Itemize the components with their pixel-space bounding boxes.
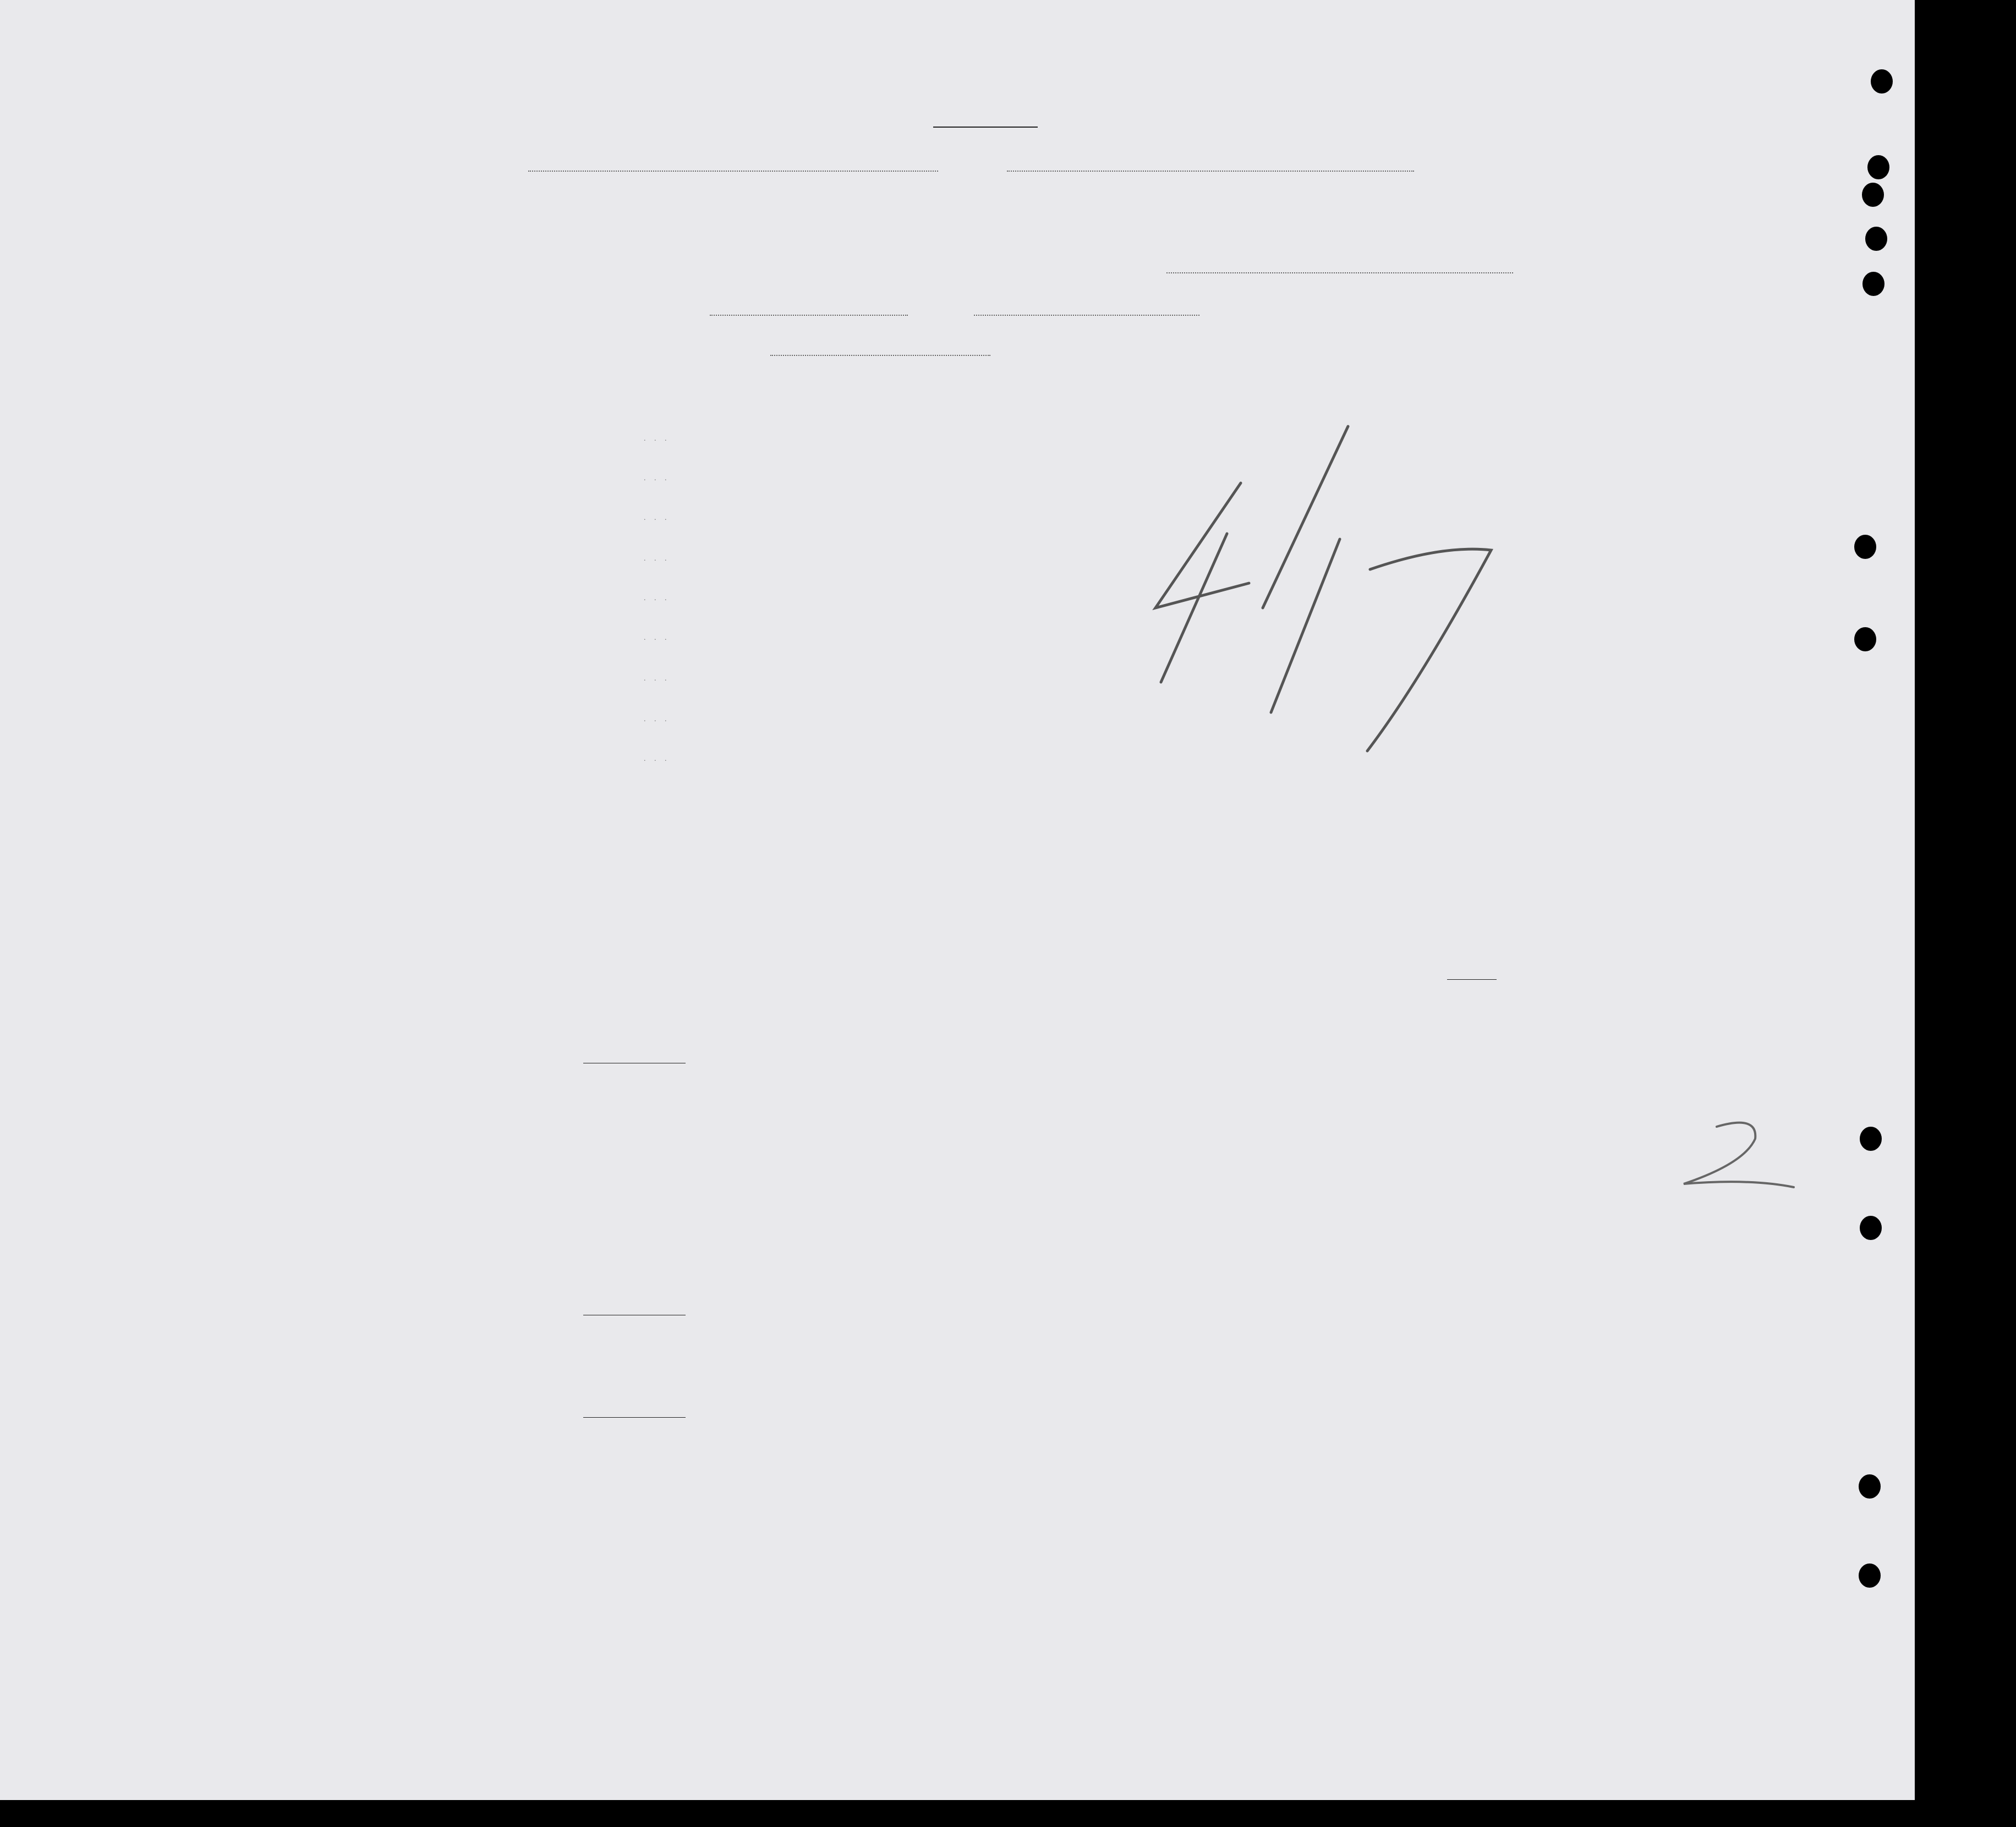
punch-hole	[1867, 155, 1889, 179]
inspector-signature-line	[770, 355, 990, 356]
fold-marks: . . .	[644, 474, 670, 482]
vessel-line	[1007, 171, 1414, 172]
fold-marks: . . .	[644, 634, 670, 642]
month-line	[974, 315, 1199, 316]
punch-hole	[1862, 272, 1884, 296]
punch-hole	[1862, 183, 1884, 207]
fold-marks: . . .	[644, 594, 670, 602]
fold-marks: . . .	[644, 514, 670, 522]
punch-hole	[1860, 1216, 1882, 1240]
punch-hole	[1860, 1127, 1882, 1151]
races-rule	[1447, 979, 1497, 980]
name-line	[528, 171, 938, 172]
fold-marks: . . .	[644, 755, 670, 763]
fold-marks: . . .	[644, 555, 670, 563]
fold-marks: . . .	[644, 715, 670, 723]
title-rule	[933, 127, 1038, 128]
punch-hole	[1859, 1563, 1881, 1588]
extract-cfr-rule	[583, 1417, 686, 1418]
punch-hole	[1854, 627, 1876, 651]
handwritten-fraction-mark	[1133, 418, 1508, 759]
punch-hole	[1871, 69, 1893, 94]
day-line	[710, 315, 908, 316]
fold-marks: . . .	[644, 674, 670, 683]
handwritten-side-mark	[1662, 1111, 1805, 1199]
master-signature-line	[1166, 272, 1513, 273]
fold-marks: . . .	[644, 435, 670, 443]
punch-hole	[1865, 227, 1887, 251]
punch-hole	[1859, 1474, 1881, 1499]
punch-hole	[1854, 535, 1876, 559]
